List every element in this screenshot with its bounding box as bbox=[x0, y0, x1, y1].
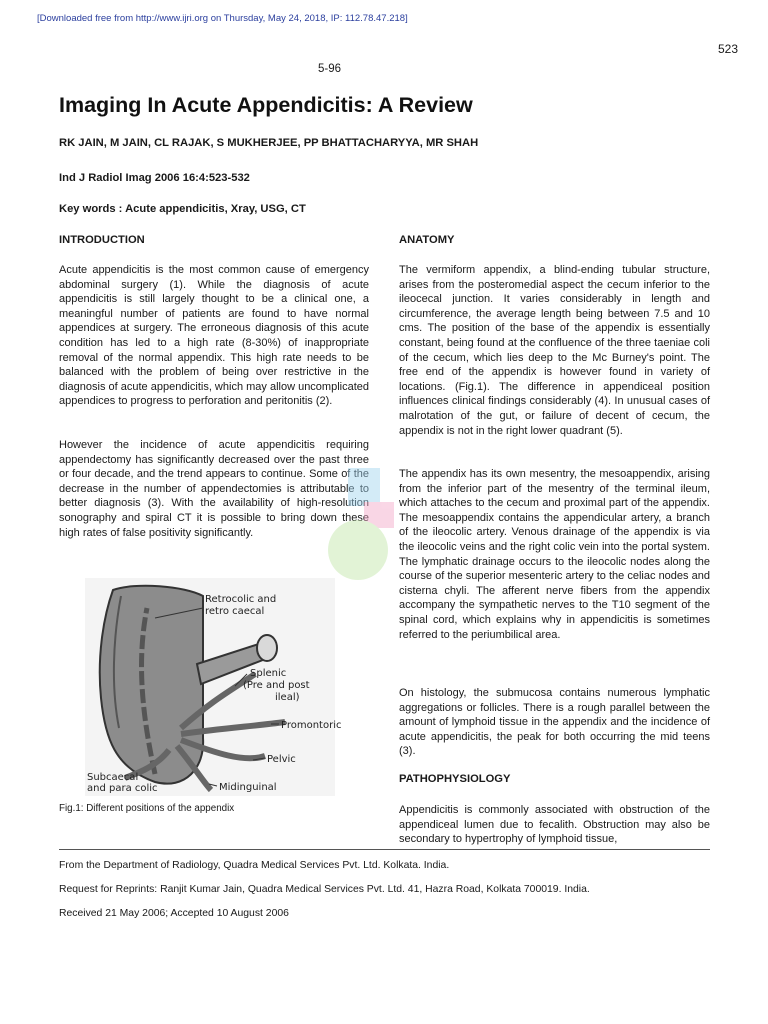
label-pelvic: Pelvic bbox=[267, 754, 296, 765]
introduction-paragraph-2: However the incidence of acute appendicitis requiring appendectomy has significantly decreased over the past three or four decade, and the trend appears to continue. Some of the decrease in the number of appendectomies is attributable to better diagnosis (3). With the availability of high-resolution sonography and spiral CT it is possible to bring down these high rates of false positivity significantly. bbox=[59, 439, 369, 539]
keywords: Key words : Acute appendicitis, Xray, USG, CT bbox=[59, 203, 306, 215]
page-code: 5-96 bbox=[318, 63, 342, 75]
reprints-note: Request for Reprints: Ranjit Kumar Jain, Quadra Medical Services Pvt. Ltd. 41, Hazra Road, Kolkata 700019. India. bbox=[59, 884, 590, 895]
received-note: Received 21 May 2006; Accepted 10 August 2006 bbox=[59, 908, 289, 919]
pathophysiology-heading: PATHOPHYSIOLOGY bbox=[399, 773, 511, 785]
anatomy-paragraph-2: The appendix has its own mesentry, the mesoappendix, arising from the inferior part of the mesentry of the terminal ileum, which attaches to the cecum and proximal part of the appendix. The mesoappendix contains the appendicular artery, a branch of the ileocolic artery. Venous drainage of the appendix is via the ileocolic veins and the right colic vein into the portal system. The lymphatic drainage occurs to the ileocolic nodes along the course of the superior mesenteric artery to the celiac nodes and cisterna chyli. The afferent nerve fibers from the appendix accompany the sympathetic nerves to the T10 segment of the spinal cord, which explains why in appendicitis is sometimes referred to the periumbilical area. bbox=[399, 468, 710, 641]
footer-divider bbox=[59, 849, 710, 850]
watermark-graphic bbox=[318, 468, 398, 588]
anatomy-heading: ANATOMY bbox=[399, 234, 455, 246]
label-retrocaecal: retro caecal bbox=[205, 606, 265, 617]
anatomy-paragraph-1: The vermiform appendix, a blind-ending tubular structure, arises from the posteromedial aspect the cecum inferior to the ileocecal junction. It varies considerably in length and circumference, the average length being between 7.5 and 10 cms. The position of the base of the appendix is essentially constant, being found at the confluence of the three taeniae coli of the cecum, which lies deep to the Mc Burney's point. The free end of the appendix is however found in variety of locations. (Fig.1). The difference in appendiceal position influences clinical findings considerably (4). In unusual cases of malrotation of the gut, or failure of decent of cecum, the appendix is not in the right lower quadrant (5). bbox=[399, 264, 710, 437]
affiliation-note: From the Department of Radiology, Quadra Medical Services Pvt. Ltd. Kolkata. India. bbox=[59, 860, 450, 871]
anatomy-paragraph-3: On histology, the submucosa contains numerous lymphatic aggregations or follicles. There is a rough parallel between the amount of lymphoid tissue in the appendix and the incidence of acute appendicitis, the peak for both occurring the mid teens (3). bbox=[399, 687, 710, 758]
page-number: 523 bbox=[717, 42, 738, 56]
introduction-heading: INTRODUCTION bbox=[59, 234, 145, 246]
label-promontoric: Promontoric bbox=[281, 720, 342, 731]
appendix-positions-figure bbox=[85, 578, 342, 796]
journal-citation: Ind J Radiol Imag 2006 16:4:523-532 bbox=[59, 172, 250, 184]
introduction-paragraph-1: Acute appendicitis is the most common cause of emergency abdominal surgery (1). While the diagnosis of acute appendicitis is still largely thought to be a clinical one, a meaningful number of patients are found to have normal appendices at surgery. The erroneous diagnosis of this acute condition has led to a high rate (8-30%) of inappropriate removal of the normal appendix. This high rate needs to be balanced with the problem of being over restrictive in the diagnosis of acute appendicitis, which may allow uncomplicated appendices to progress to perforation and peritonitis (2). bbox=[59, 264, 370, 408]
download-banner: [Downloaded free from http://www.ijri.org on Thursday, May 24, 2018, IP: 112.78.47.218] bbox=[37, 13, 408, 24]
label-retrocolic: Retrocolic and bbox=[205, 594, 277, 605]
label-midinguinal: Midinguinal bbox=[219, 782, 277, 793]
label-splenic-ileal: ileal) bbox=[275, 692, 300, 703]
label-splenic-detail: (Pre and post bbox=[243, 680, 310, 691]
figure-caption: Fig.1: Different positions of the appendix bbox=[59, 803, 235, 814]
label-splenic: Splenic bbox=[250, 668, 287, 679]
pathophysiology-paragraph-1: Appendicitis is commonly associated with obstruction of the appendiceal lumen due to fecalith. Obstruction may also be secondary to hypertrophy of lymphoid tissue, bbox=[399, 804, 710, 846]
label-paracolic: and para colic bbox=[87, 783, 158, 794]
article-title: Imaging In Acute Appendicitis: A Review bbox=[59, 93, 473, 117]
appendix-diagram bbox=[85, 578, 342, 796]
author-list: RK JAIN, M JAIN, CL RAJAK, S MUKHERJEE, PP BHATTACHARYYA, MR SHAH bbox=[59, 137, 479, 149]
label-subcaecal: Subcaecal bbox=[87, 772, 139, 783]
